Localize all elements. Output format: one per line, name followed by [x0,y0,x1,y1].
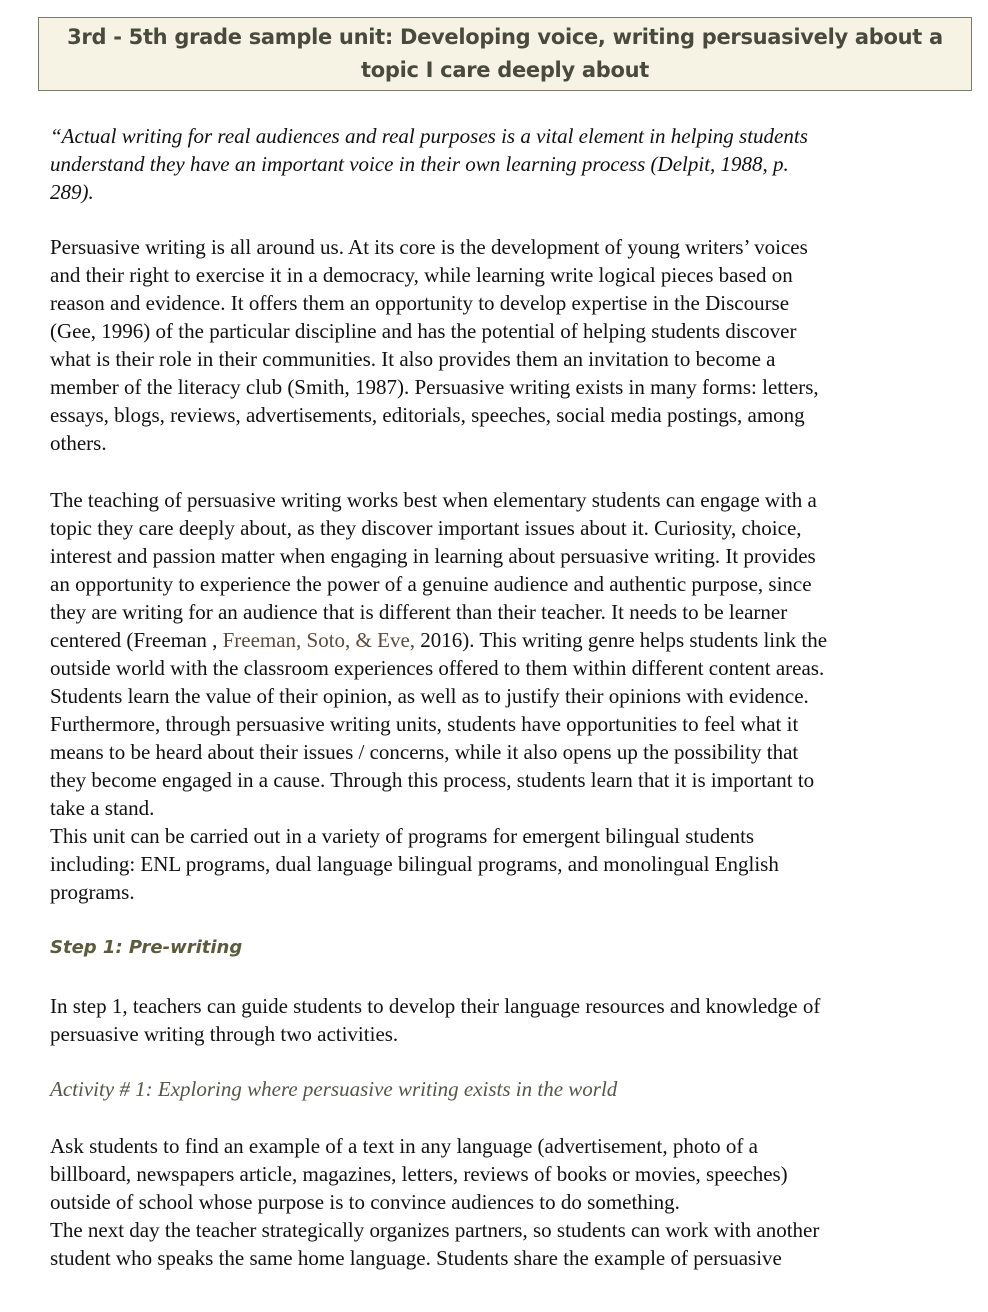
paragraph-intro [50,233,960,457]
citation-line [50,626,960,654]
unit-title-box [38,17,972,91]
paragraph-line: outside of school whose purpose is to convince audiences to do something. [50,1190,680,1214]
citation-suffix: 2016). This writing genre helps students link the [415,628,828,652]
paragraph-line: and their right to exercise it in a democracy, while learning write logical pieces based on [50,263,793,287]
paragraph-line: Ask students to find an example of a text in any language (advertisement, photo of a [50,1134,758,1158]
paragraph-line: take a stand. [50,796,155,820]
citation-prefix: centered (Freeman , [50,628,223,652]
citation-authors: Freeman, Soto, & Eve, [222,628,416,652]
paragraph-line: The next day the teacher strategically organizes partners, so students can work with another [50,1218,820,1242]
paragraph-line: topic they care deeply about, as they discover important issues about it. Curiosity, choice, [50,516,802,540]
paragraph-line: student who speaks the same home language. Students share the example of persuasive [50,1246,782,1270]
paragraph-line: including: ENL programs, dual language bilingual programs, and monolingual English [50,852,779,876]
paragraph-line: Students learn the value of their opinion, as well as to justify their opinions with evidence. [50,684,809,708]
paragraph-line: others. [50,431,107,455]
unit-title [67,21,943,87]
paragraph-line: programs. [50,880,135,904]
paragraph-line: outside world with the classroom experiences offered to them within different content areas. [50,656,825,680]
paragraph-line: an opportunity to experience the power of a genuine audience and authentic purpose, since [50,572,812,596]
paragraph-activity1 [50,1132,960,1272]
paragraph-programs [50,822,960,906]
paragraph-line: interest and passion matter when engaging in learning about persuasive writing. It provides [50,544,816,568]
paragraph-line: billboard, newspapers article, magazines, letters, reviews of books or movies, speeches) [50,1162,788,1186]
opening-quote [50,122,960,206]
paragraph-line: Persuasive writing is all around us. At its core is the development of young writers’ voices [50,235,808,259]
quote-line: understand they have an important voice in their own learning process (Delpit, 1988, p. [50,152,789,176]
paragraph-line: The teaching of persuasive writing works best when elementary students can engage with a [50,488,817,512]
paragraph-line: persuasive writing through two activities. [50,1022,399,1046]
paragraph-line: they become engaged in a cause. Through this process, students learn that it is important to [50,768,815,792]
paragraph-line: reason and evidence. It offers them an opportunity to develop expertise in the Discourse [50,291,790,315]
paragraph-line: they are writing for an audience that is different than their teacher. It needs to be learner [50,600,788,624]
unit-title-line: 3rd - 5th grade sample unit: Developing voice, writing persuasively about a [67,25,943,49]
paragraph-line: This unit can be carried out in a variety of programs for emergent bilingual students [50,824,755,848]
quote-line: “Actual writing for real audiences and real purposes is a vital element in helping students [50,124,808,148]
paragraph-line: essays, blogs, reviews, advertisements, editorials, speeches, social media postings, among [50,403,805,427]
paragraph-line: In step 1, teachers can guide students to develop their language resources and knowledge of [50,994,821,1018]
paragraph-line: Furthermore, through persuasive writing units, students have opportunities to feel what it [50,712,799,736]
quote-line: 289). [50,180,94,204]
paragraph-line: what is their role in their communities. It also provides them an invitation to become a [50,347,776,371]
paragraph-line: member of the literacy club (Smith, 1987). Persuasive writing exists in many forms: letters, [50,375,819,399]
paragraph-teaching [50,486,960,822]
paragraph-line: means to be heard about their issues / concerns, while it also opens up the possibility that [50,740,799,764]
paragraph-step1 [50,992,960,1048]
paragraph-line: (Gee, 1996) of the particular discipline and has the potential of helping students discover [50,319,797,343]
activity1-heading: Activity # 1: Exploring where persuasive writing exists in the world [50,1077,618,1101]
unit-title-line: topic I care deeply about [361,58,649,82]
step1-heading: Step 1: Pre-writing [50,937,243,958]
